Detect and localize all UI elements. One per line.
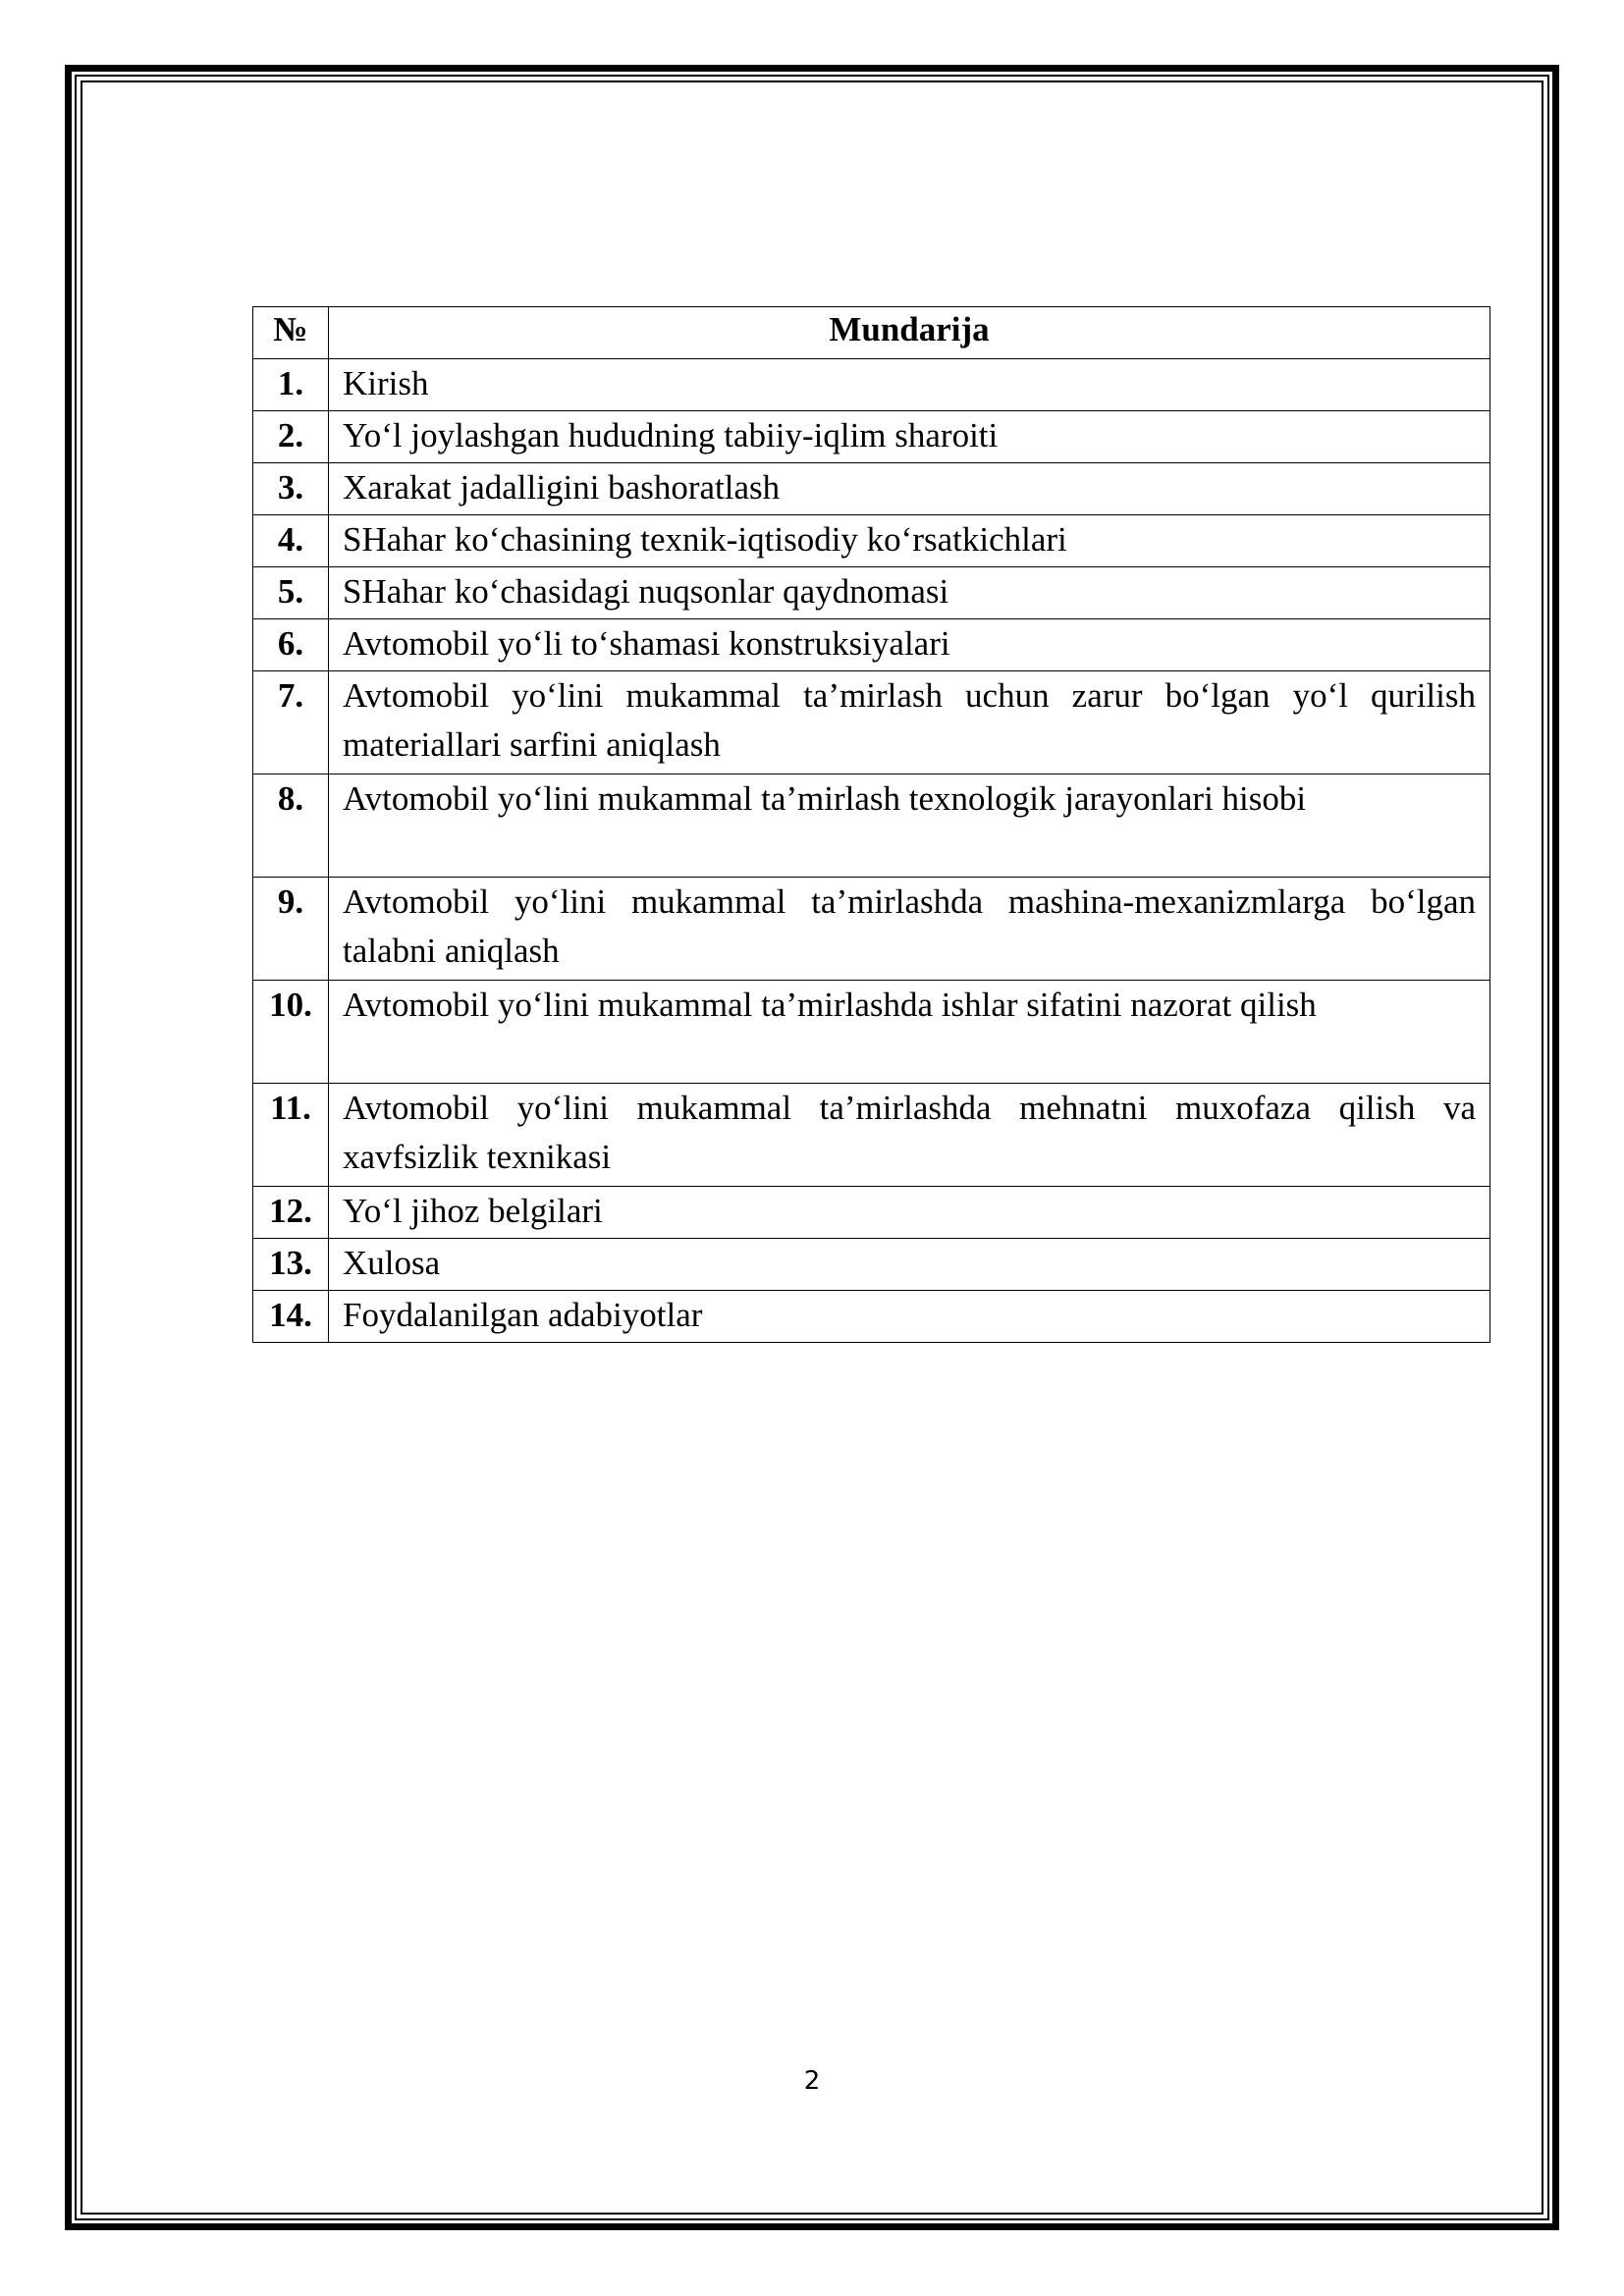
toc-entry-number: 6. (253, 619, 329, 671)
toc-entry (253, 774, 1490, 878)
toc-entry-title: Avtomobil yo‘lini mukammal ta’mirlashda ishlar sifatini nazorat qilish (329, 981, 1490, 1084)
toc-entry-title: Avtomobil yo‘lini mukammal ta’mirlashda mehnatni muxofaza qilish va xavfsizlik texnikasi (329, 1084, 1490, 1187)
toc-entry (253, 1187, 1490, 1239)
toc-entry-title: SHahar ko‘chasining texnik-iqtisodiy ko‘rsatkichlari (329, 515, 1490, 567)
toc-entry (253, 1084, 1490, 1187)
toc-entry-number: 5. (253, 567, 329, 619)
toc-entry (253, 878, 1490, 981)
toc-entry-number: 2. (253, 411, 329, 463)
toc-entry (253, 981, 1490, 1084)
toc-entry (253, 1291, 1490, 1343)
toc-entry-title: Yo‘l jihoz belgilari (329, 1187, 1490, 1239)
toc-entry-title: Xulosa (329, 1239, 1490, 1291)
toc-entries (253, 359, 1490, 1343)
toc-entry (253, 567, 1490, 619)
toc-entry-title: Avtomobil yo‘lini mukammal ta’mirlashda mashina-mexanizmlarga bo‘lgan talabni aniqlash (329, 878, 1490, 981)
toc-entry (253, 515, 1490, 567)
toc-entry (253, 671, 1490, 774)
number-column-header: № (253, 307, 329, 359)
toc-entry-title: Avtomobil yo‘lini mukammal ta’mirlash texnologik jarayonlari hisobi (329, 774, 1490, 878)
toc-entry-number: 11. (253, 1084, 329, 1187)
toc-entry-number: 4. (253, 515, 329, 567)
toc-entry-number: 12. (253, 1187, 329, 1239)
toc-header-row (253, 307, 1490, 359)
toc-entry-number: 9. (253, 878, 329, 981)
toc-entry-title: SHahar ko‘chasidagi nuqsonlar qaydnomasi (329, 567, 1490, 619)
toc-entry-title: Foydalanilgan adabiyotlar (329, 1291, 1490, 1343)
toc-entry-title: Kirish (329, 359, 1490, 411)
toc-entry-number: 10. (253, 981, 329, 1084)
toc-entry-number: 7. (253, 671, 329, 774)
toc-title: Mundarija (329, 307, 1490, 359)
toc-entry-number: 8. (253, 774, 329, 878)
toc-entry-number: 1. (253, 359, 329, 411)
toc-entry-number: 13. (253, 1239, 329, 1291)
toc-entry (253, 619, 1490, 671)
toc-entry (253, 411, 1490, 463)
toc-entry (253, 359, 1490, 411)
toc-entry-title: Yo‘l joylashgan hududning tabiiy-iqlim sharoiti (329, 411, 1490, 463)
page-number: 2 (803, 2066, 821, 2096)
table-of-contents (252, 306, 1490, 1343)
toc-entry (253, 463, 1490, 515)
toc-entry (253, 1239, 1490, 1291)
toc-entry-number: 14. (253, 1291, 329, 1343)
toc-entry-number: 3. (253, 463, 329, 515)
toc-entry-title: Avtomobil yo‘li to‘shamasi konstruksiyalari (329, 619, 1490, 671)
toc-entry-title: Avtomobil yo‘lini mukammal ta’mirlash uchun zarur bo‘lgan yo‘l qurilish materiallari sarfini aniqlash (329, 671, 1490, 774)
toc-entry-title: Xarakat jadalligini bashoratlash (329, 463, 1490, 515)
